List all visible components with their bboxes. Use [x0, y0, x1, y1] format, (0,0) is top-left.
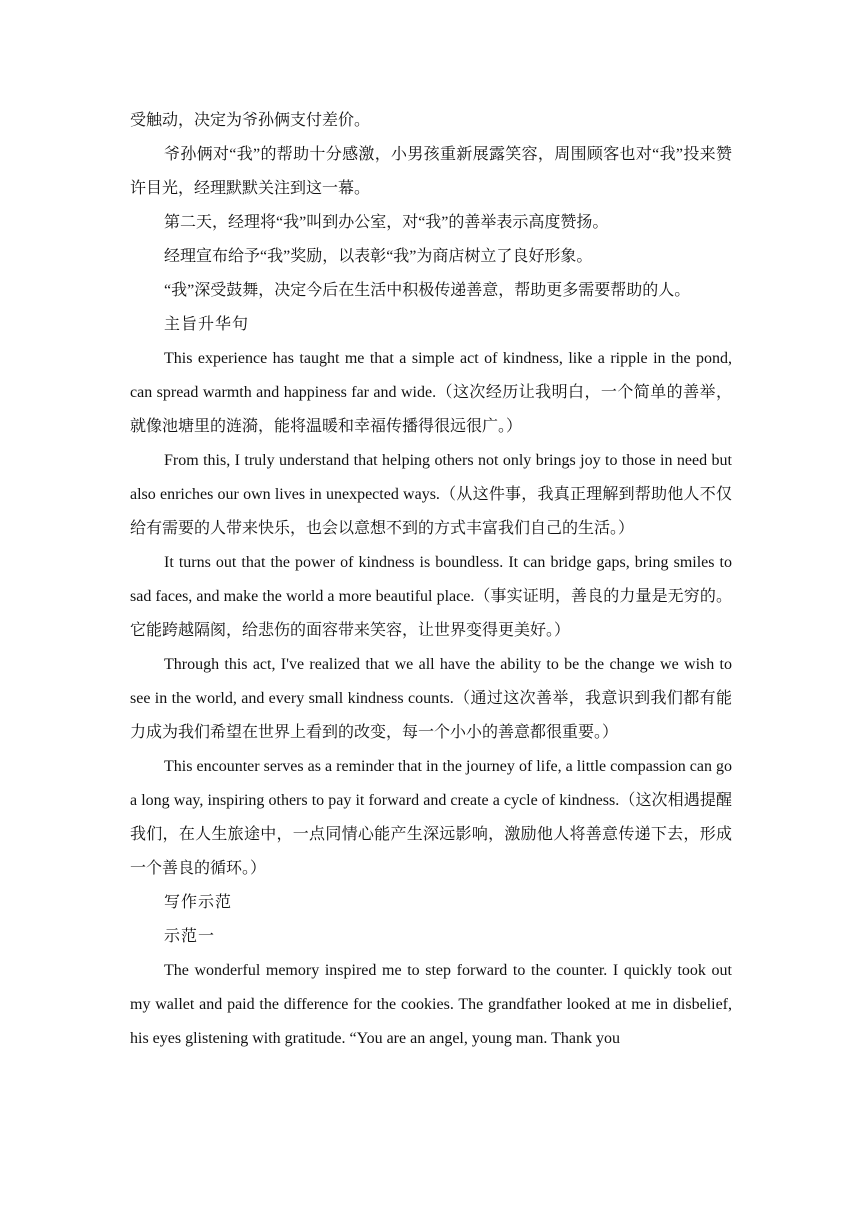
paragraph-theme-sentence-3: It turns out that the power of kindness is boundless. It can bridge gaps, bring smiles to sad faces, and make the world a more beautiful place.（事实证明，善良的力量是无穷的。它能跨越隔阂，给悲伤的面容带来笑容，让世界变得更美好。）	[130, 554, 732, 639]
paragraph-encouraged: “我”深受鼓舞，决定今后在生活中积极传递善意，帮助更多需要帮助的人。	[164, 282, 691, 299]
paragraph-theme-sentence-4: Through this act, I've realized that we all have the ability to be the change we wish to see in the world, and every small kindness counts.（通过这次善举，我意识到我们都有能力成为我们希望在世界上看到的改变，每一个小小的善意都很重要。）	[130, 656, 732, 741]
paragraph-next-day: 第二天，经理将“我”叫到办公室，对“我”的善举表示高度赞扬。	[164, 214, 609, 231]
paragraph-continuation: 受触动，决定为爷孙俩支付差价。	[130, 112, 371, 129]
paragraph-reward: 经理宣布给予“我”奖励，以表彰“我”为商店树立了良好形象。	[164, 248, 593, 265]
section-heading-sample-one: 示范一	[164, 928, 216, 945]
section-heading-writing-sample: 写作示范	[164, 894, 233, 911]
paragraph-sample-one-body: The wonderful memory inspired me to step forward to the counter. I quickly took out my wallet and paid the difference for the cookies. The grandfather looked at me in disbelief, his eyes glistening with gratitude. “You are an angel, young man. Thank you	[130, 962, 732, 1047]
paragraph-gratitude: 爷孙俩对“我”的帮助十分感激，小男孩重新展露笑容，周围顾客也对“我”投来赞许目光，经理默默关注到这一幕。	[130, 146, 732, 197]
paragraph-theme-sentence-1: This experience has taught me that a simple act of kindness, like a ripple in the pond, can spread warmth and happiness far and wide.（这次经历让我明白，一个简单的善举，就像池塘里的涟漪，能将温暖和幸福传播得很远很广。）	[130, 350, 732, 435]
section-heading-theme: 主旨升华句	[164, 316, 250, 333]
document-page	[130, 104, 732, 1056]
paragraph-theme-sentence-2: From this, I truly understand that helping others not only brings joy to those in need but also enriches our own lives in unexpected ways.（从这件事，我真正理解到帮助他人不仅给有需要的人带来快乐，也会以意想不到的方式丰富我们自己的生活。）	[130, 452, 732, 537]
paragraph-theme-sentence-5: This encounter serves as a reminder that in the journey of life, a little compassion can go a long way, inspiring others to pay it forward and create a cycle of kindness.（这次相遇提醒我们，在人生旅途中，一点同情心能产生深远影响，激励他人将善意传递下去，形成一个善良的循环。）	[130, 758, 732, 877]
